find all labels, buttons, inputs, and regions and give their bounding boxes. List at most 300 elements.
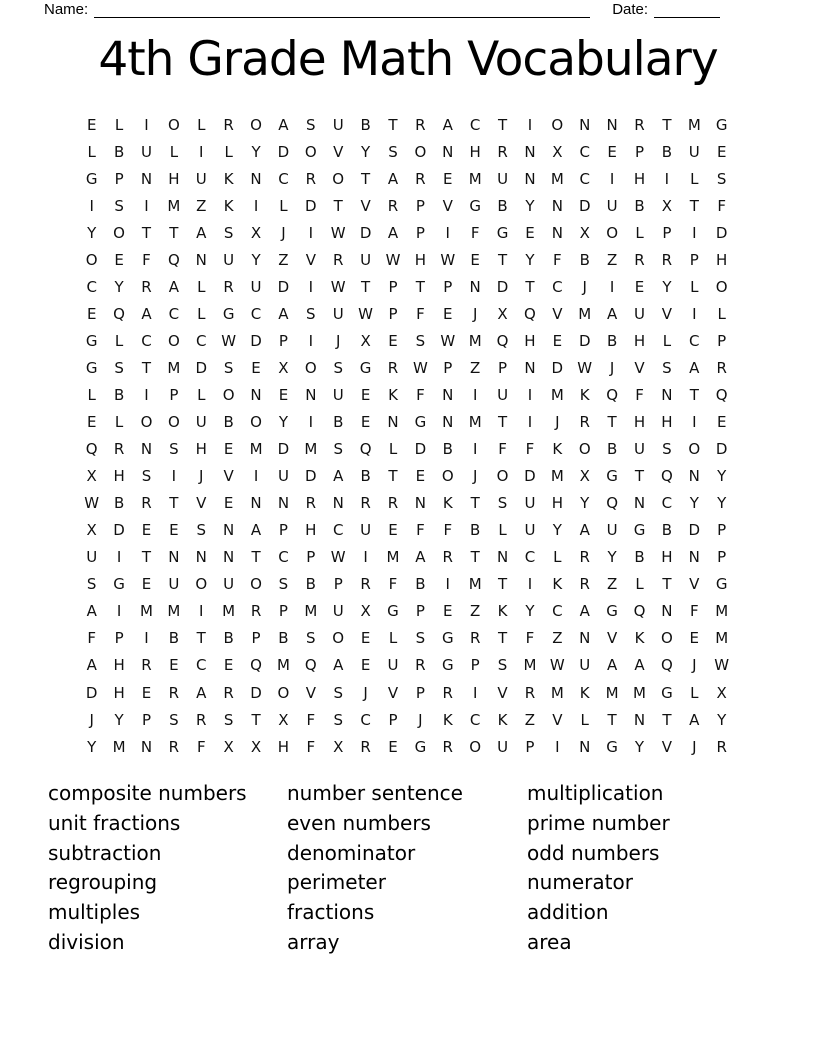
- grid-letter: B: [113, 385, 125, 404]
- grid-letter: I: [555, 737, 560, 756]
- grid-letter: N: [414, 494, 426, 513]
- grid-letter: A: [689, 710, 700, 729]
- grid-letter: L: [197, 304, 206, 323]
- grid-letter: T: [361, 277, 371, 296]
- grid-letter: P: [415, 196, 425, 215]
- grid-letter: E: [86, 115, 97, 134]
- grid-letter: S: [716, 169, 727, 188]
- grid-letter: M: [633, 683, 646, 702]
- grid-letter: U: [606, 521, 618, 540]
- grid-letter: M: [140, 602, 153, 621]
- grid-letter: P: [251, 629, 261, 648]
- grid-letter: B: [360, 115, 371, 134]
- grid-letter: Y: [361, 142, 371, 161]
- grid-letter: A: [634, 656, 645, 675]
- grid-letter: X: [497, 304, 508, 323]
- grid-letter: T: [196, 629, 206, 648]
- grid-letter: S: [306, 304, 316, 323]
- grid-letter: S: [497, 656, 508, 675]
- grid-letter: F: [416, 385, 425, 404]
- grid-letter: H: [551, 494, 563, 513]
- date-field-line: [654, 1, 720, 18]
- grid-letter: I: [363, 548, 368, 567]
- grid-letter: D: [715, 223, 728, 242]
- grid-letter: L: [690, 683, 699, 702]
- grid-letter: A: [333, 467, 344, 486]
- grid-letter: O: [140, 413, 153, 432]
- grid-letter: B: [470, 521, 481, 540]
- grid-letter: U: [524, 494, 536, 513]
- grid-letter: X: [250, 223, 262, 242]
- grid-letter: Z: [470, 602, 481, 621]
- grid-letter: M: [687, 115, 701, 134]
- grid-letter: Y: [552, 521, 562, 540]
- grid-letter: V: [552, 304, 563, 323]
- grid-letter: W: [577, 358, 593, 377]
- grid-letter: S: [223, 358, 234, 377]
- grid-letter: R: [634, 115, 645, 134]
- grid-letter: R: [141, 277, 152, 296]
- grid-letter: G: [113, 575, 125, 594]
- grid-letter: D: [715, 440, 728, 459]
- grid-letter: N: [496, 548, 509, 567]
- grid-letter: C: [360, 710, 371, 729]
- grid-letter: D: [578, 196, 591, 215]
- grid-letter: P: [662, 223, 672, 242]
- grid-letter: Y: [114, 277, 124, 296]
- grid-letter: V: [661, 304, 673, 323]
- grid-letter: M: [715, 629, 729, 648]
- grid-letter: J: [89, 710, 94, 729]
- grid-letter: X: [552, 142, 563, 161]
- grid-letter: N: [524, 169, 536, 188]
- grid-letter: Y: [525, 602, 535, 621]
- grid-letter: I: [692, 304, 697, 323]
- grid-letter: J: [199, 467, 204, 486]
- grid-letter: H: [113, 656, 125, 675]
- grid-letter: T: [497, 413, 508, 432]
- grid-letter: C: [469, 710, 481, 729]
- grid-letter: B: [606, 440, 618, 459]
- grid-letter: E: [689, 629, 700, 648]
- grid-letter: G: [85, 358, 98, 377]
- grid-letter: T: [415, 277, 425, 296]
- grid-letter: O: [578, 440, 591, 459]
- grid-letter: R: [661, 250, 673, 269]
- grid-letter: F: [306, 710, 316, 729]
- grid-letter: T: [169, 223, 179, 242]
- grid-letter: R: [415, 656, 426, 675]
- grid-letter: T: [497, 250, 508, 269]
- grid-letter: C: [689, 331, 700, 350]
- grid-letter: X: [333, 737, 344, 756]
- grid-letter: A: [250, 521, 262, 540]
- grid-letter: X: [250, 737, 262, 756]
- grid-letter: P: [415, 223, 425, 242]
- grid-letter: R: [360, 737, 371, 756]
- grid-letter: M: [468, 575, 482, 594]
- grid-letter: N: [140, 737, 153, 756]
- grid-letter: U: [332, 602, 344, 621]
- grid-letter: V: [333, 142, 344, 161]
- grid-letter: S: [388, 142, 398, 161]
- grid-letter: O: [167, 331, 180, 350]
- grid-letter: G: [414, 413, 427, 432]
- grid-letter: Y: [717, 710, 727, 729]
- grid-letter: A: [278, 115, 289, 134]
- grid-letter: P: [306, 548, 316, 567]
- grid-letter: H: [168, 169, 180, 188]
- grid-letter: Y: [251, 142, 261, 161]
- grid-letter: G: [387, 602, 399, 621]
- grid-letter: Q: [606, 385, 619, 404]
- grid-letter: P: [278, 521, 288, 540]
- grid-letter: P: [388, 277, 398, 296]
- grid-letter: T: [634, 467, 645, 486]
- grid-letter: L: [690, 169, 699, 188]
- grid-letter: U: [606, 196, 618, 215]
- grid-letter: T: [525, 277, 535, 296]
- grid-letter: R: [196, 710, 207, 729]
- grid-letter: R: [442, 683, 453, 702]
- grid-letter: U: [387, 656, 399, 675]
- page-title: 4th Grade Math Vocabulary: [98, 32, 718, 87]
- grid-letter: D: [305, 467, 317, 486]
- grid-letter: N: [250, 494, 262, 513]
- grid-letter: E: [716, 413, 727, 432]
- grid-letter: Z: [552, 629, 563, 648]
- grid-letter: R: [168, 737, 180, 756]
- grid-letter: O: [222, 385, 235, 404]
- grid-letter: N: [223, 521, 235, 540]
- grid-letter: R: [387, 196, 399, 215]
- grid-letter: E: [251, 358, 261, 377]
- grid-letter: I: [472, 683, 478, 702]
- grid-letter: U: [497, 737, 509, 756]
- word-bank-item: number sentence: [287, 781, 463, 805]
- grid-letter: E: [552, 331, 563, 350]
- grid-letter: N: [524, 142, 536, 161]
- grid-letter: U: [332, 115, 344, 134]
- grid-letter: A: [442, 115, 453, 134]
- grid-letter: K: [442, 494, 453, 513]
- grid-letter: R: [716, 737, 727, 756]
- word-bank-column: [527, 779, 670, 958]
- grid-letter: S: [223, 223, 234, 242]
- word-bank-item: odd numbers: [527, 840, 660, 865]
- grid-letter: R: [524, 683, 536, 702]
- grid-letter: G: [441, 656, 454, 675]
- grid-letter: K: [552, 575, 563, 594]
- grid-letter: F: [525, 629, 535, 648]
- grid-letter: S: [86, 575, 97, 594]
- grid-letter: T: [497, 115, 508, 134]
- grid-letter: L: [114, 413, 124, 432]
- grid-letter: M: [468, 169, 482, 188]
- grid-letter: E: [360, 629, 371, 648]
- grid-letter: L: [690, 277, 699, 296]
- grid-letter: N: [250, 385, 262, 404]
- grid-letter: L: [498, 521, 507, 540]
- grid-letter: Q: [715, 385, 728, 404]
- grid-letter: M: [276, 656, 290, 675]
- worksheet-header: [44, 1, 738, 18]
- grid-letter: T: [251, 548, 261, 567]
- grid-letter: I: [472, 440, 478, 459]
- grid-letter: O: [250, 575, 262, 594]
- grid-letter: I: [253, 196, 259, 215]
- grid-letter: Y: [87, 223, 97, 242]
- grid-letter: W: [549, 656, 565, 675]
- grid-letter: U: [497, 385, 509, 404]
- grid-letter: P: [415, 602, 425, 621]
- grid-letter: T: [388, 115, 398, 134]
- grid-letter: V: [223, 467, 234, 486]
- grid-letter: F: [443, 521, 453, 540]
- grid-letter: C: [250, 304, 262, 323]
- grid-letter: V: [305, 683, 316, 702]
- grid-letter: B: [661, 142, 673, 161]
- grid-letter: Q: [633, 602, 646, 621]
- word-bank-item: unit fractions: [48, 810, 181, 835]
- grid-letter: E: [278, 385, 289, 404]
- grid-letter: E: [86, 413, 97, 432]
- grid-letter: Y: [634, 737, 645, 756]
- grid-letter: S: [278, 575, 289, 594]
- grid-letter: N: [579, 629, 591, 648]
- grid-letter: X: [661, 196, 673, 215]
- grid-letter: R: [168, 683, 180, 702]
- grid-letter: E: [360, 413, 371, 432]
- grid-letter: H: [469, 142, 481, 161]
- grid-letter: E: [141, 683, 152, 702]
- grid-letter: E: [223, 494, 234, 513]
- grid-letter: R: [442, 737, 453, 756]
- grid-letter: E: [169, 521, 179, 540]
- grid-letter: M: [222, 602, 236, 621]
- word-bank: [48, 779, 670, 958]
- grid-letter: E: [634, 277, 645, 296]
- grid-letter: W: [385, 250, 401, 269]
- grid-letter: E: [388, 737, 398, 756]
- grid-letter: I: [692, 413, 697, 432]
- grid-letter: X: [86, 521, 97, 540]
- grid-letter: H: [524, 331, 536, 350]
- grid-letter: H: [195, 440, 207, 459]
- grid-letter: A: [606, 304, 618, 323]
- grid-letter: P: [717, 331, 727, 350]
- grid-letter: M: [468, 331, 482, 350]
- grid-letter: J: [692, 656, 697, 675]
- grid-letter: I: [527, 115, 533, 134]
- grid-letter: B: [333, 413, 344, 432]
- grid-letter: R: [579, 548, 590, 567]
- grid-letter: Q: [606, 494, 619, 513]
- grid-letter: P: [388, 304, 398, 323]
- grid-letter: R: [716, 358, 727, 377]
- grid-letter: N: [633, 710, 646, 729]
- grid-letter: S: [333, 358, 343, 377]
- grid-letter: U: [195, 169, 207, 188]
- grid-letter: D: [277, 277, 290, 296]
- grid-letter: D: [359, 223, 372, 242]
- grid-letter: E: [141, 575, 152, 594]
- grid-letter: V: [387, 683, 399, 702]
- grid-letter: B: [113, 494, 125, 513]
- grid-letter: Q: [496, 331, 509, 350]
- grid-letter: H: [633, 169, 646, 188]
- grid-letter: Y: [662, 277, 672, 296]
- grid-letter: Q: [660, 467, 673, 486]
- grid-letter: E: [223, 440, 234, 459]
- grid-letter: N: [606, 115, 618, 134]
- grid-letter: Z: [606, 250, 618, 269]
- grid-letter: S: [662, 440, 672, 459]
- grid-letter: J: [363, 683, 368, 702]
- word-bank-item: numerator: [527, 870, 633, 895]
- grid-letter: F: [470, 223, 480, 242]
- grid-letter: C: [196, 331, 207, 350]
- grid-letter: A: [606, 656, 618, 675]
- word-bank-item: prime number: [527, 810, 670, 835]
- grid-letter: X: [86, 467, 97, 486]
- grid-letter: C: [332, 521, 344, 540]
- grid-letter: G: [661, 683, 673, 702]
- grid-letter: P: [525, 737, 535, 756]
- word-bank-item: fractions: [287, 900, 375, 925]
- grid-letter: U: [634, 440, 645, 459]
- grid-letter: B: [634, 548, 645, 567]
- grid-letter: V: [552, 710, 563, 729]
- grid-letter: B: [415, 575, 426, 594]
- grid-letter: X: [223, 737, 234, 756]
- grid-letter: T: [689, 385, 699, 404]
- grid-letter: O: [551, 115, 564, 134]
- grid-letter: G: [496, 223, 509, 242]
- grid-letter: B: [661, 521, 673, 540]
- grid-letter: U: [497, 169, 509, 188]
- grid-letter: V: [661, 737, 673, 756]
- grid-letter: Y: [114, 710, 124, 729]
- grid-letter: P: [114, 169, 124, 188]
- grid-letter: X: [716, 683, 727, 702]
- grid-letter: N: [442, 413, 454, 432]
- grid-letter: P: [717, 521, 727, 540]
- grid-letter: C: [579, 142, 590, 161]
- grid-letter: S: [333, 683, 343, 702]
- grid-letter: X: [278, 710, 289, 729]
- grid-letter: J: [418, 710, 423, 729]
- grid-letter: R: [223, 277, 234, 296]
- grid-letter: U: [168, 575, 180, 594]
- grid-letter: K: [223, 169, 234, 188]
- grid-letter: M: [550, 683, 564, 702]
- grid-letter: R: [415, 169, 426, 188]
- grid-letter: M: [468, 413, 482, 432]
- grid-letter: R: [579, 413, 590, 432]
- grid-letter: T: [141, 223, 152, 242]
- grid-letter: N: [223, 548, 235, 567]
- grid-letter: Q: [85, 440, 98, 459]
- grid-letter: R: [469, 629, 481, 648]
- grid-letter: G: [469, 196, 481, 215]
- grid-letter: L: [580, 710, 589, 729]
- grid-letter: E: [470, 250, 480, 269]
- grid-letter: R: [113, 440, 125, 459]
- grid-letter: J: [472, 467, 478, 486]
- grid-letter: O: [277, 683, 290, 702]
- grid-letter: P: [415, 683, 425, 702]
- grid-letter: C: [552, 602, 563, 621]
- grid-letter: O: [85, 250, 98, 269]
- grid-letter: L: [662, 331, 672, 350]
- grid-letter: C: [168, 304, 180, 323]
- grid-letter: I: [89, 196, 94, 215]
- grid-letter: F: [416, 304, 425, 323]
- grid-letter: R: [415, 115, 426, 134]
- grid-letter: S: [306, 629, 316, 648]
- grid-letter: E: [607, 142, 617, 161]
- grid-letter: H: [305, 521, 317, 540]
- grid-letter: E: [223, 656, 234, 675]
- grid-letter: H: [113, 467, 125, 486]
- grid-letter: H: [716, 250, 728, 269]
- grid-letter: O: [606, 223, 619, 242]
- grid-letter: I: [664, 169, 670, 188]
- grid-letter: F: [525, 440, 535, 459]
- grid-letter: G: [85, 331, 98, 350]
- grid-letter: S: [223, 710, 234, 729]
- grid-letter: G: [441, 629, 454, 648]
- grid-letter: K: [552, 440, 563, 459]
- grid-letter: I: [308, 223, 314, 242]
- grid-letter: X: [360, 331, 371, 350]
- grid-letter: P: [278, 602, 288, 621]
- grid-letter: S: [169, 440, 179, 459]
- grid-letter: M: [167, 358, 181, 377]
- grid-letter: U: [277, 467, 289, 486]
- grid-letter: M: [550, 467, 564, 486]
- grid-letter: T: [361, 169, 371, 188]
- grid-letter: I: [527, 413, 533, 432]
- grid-letter: C: [469, 115, 481, 134]
- grid-letter: T: [662, 710, 672, 729]
- word-bank-column: [48, 779, 287, 958]
- grid-letter: T: [662, 575, 672, 594]
- grid-letter: M: [167, 602, 181, 621]
- grid-letter: O: [250, 115, 262, 134]
- grid-letter: N: [195, 548, 207, 567]
- grid-letter: I: [144, 629, 149, 648]
- grid-letter: P: [443, 358, 453, 377]
- grid-letter: S: [114, 196, 124, 215]
- grid-letter: Y: [689, 494, 699, 513]
- grid-letter: W: [440, 331, 456, 350]
- grid-letter: T: [470, 548, 480, 567]
- grid-letter: T: [141, 358, 152, 377]
- grid-letter: U: [195, 413, 207, 432]
- grid-letter: T: [470, 494, 480, 513]
- grid-letter: Z: [470, 358, 481, 377]
- grid-letter: M: [249, 440, 263, 459]
- grid-letter: T: [689, 196, 699, 215]
- grid-letter: R: [305, 494, 317, 513]
- grid-letter: F: [196, 737, 206, 756]
- grid-letter: B: [168, 629, 180, 648]
- grid-letter: B: [113, 142, 125, 161]
- grid-letter: I: [692, 223, 697, 242]
- grid-letter: E: [443, 169, 453, 188]
